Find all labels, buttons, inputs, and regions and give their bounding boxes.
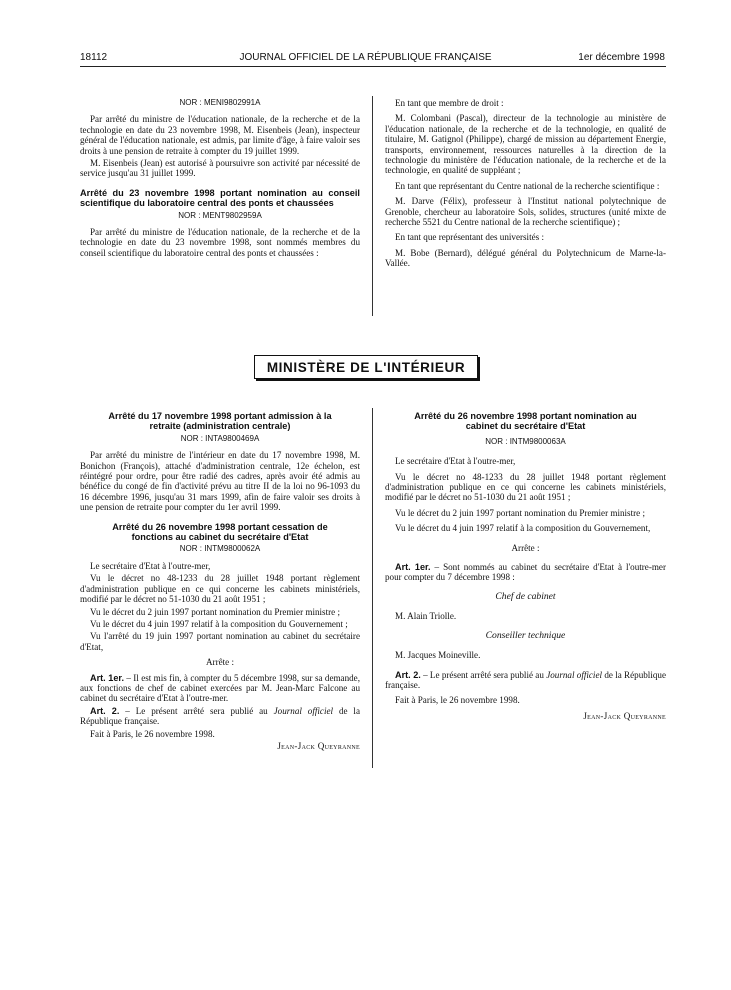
column-divider <box>372 408 373 768</box>
paragraph: Vu le décret no 48-1233 du 28 juillet 1948 portant règlement d'administration publique en ce qui concerne les cabinets ministériels, modifié par le décret no 51-1030 du 21 août 1951 ; <box>80 573 360 605</box>
person-name: M. Alain Triolle. <box>395 611 457 622</box>
lower-left-column <box>80 411 360 753</box>
paragraph: M. Darve (Félix), professeur à l'Institut national polytechnique de Grenoble, chercheur au laboratoire Sols, solides, structures (unité mixte de recherche 5521 du Centre national de la recherche scientifique) ; <box>385 196 666 228</box>
article-label: Art. 2. <box>395 669 421 680</box>
column-divider <box>372 96 373 316</box>
article-1: Art. 1er. – Il est mis fin, à compter du 5 décembre 1998, sur sa demande, aux fonctions de chef de cabinet exercées par M. Jean-Marc Falcone au cabinet du secrétaire d'Etat à l'outre-mer. <box>80 672 360 704</box>
nor-reference: NOR : INTM9800063A <box>485 436 566 446</box>
header-rule <box>80 66 666 67</box>
role-heading: Chef de cabinet <box>495 590 556 602</box>
article-2: Art. 2. – Le présent arrêté sera publié au Journal officiel de la République française. <box>385 669 666 690</box>
nor-reference: NOR : MENT9802959A <box>178 210 262 220</box>
decree-title: Arrêté du 26 novembre 1998 portant nomination au cabinet du secrétaire d'Etat <box>414 411 637 432</box>
nor-reference: NOR : INTM9800062A <box>179 544 261 554</box>
paragraph: M. Bobe (Bernard), délégué général du Polytechnicum de Marne-la-Vallée. <box>385 247 666 269</box>
paragraph: En tant que représentant des universités : <box>395 232 544 243</box>
paragraph: Le secrétaire d'Etat à l'outre-mer, <box>90 560 211 571</box>
paragraph: Vu le décret du 4 juin 1997 relatif à la composition du Gouvernement ; <box>90 618 348 629</box>
paragraph: Vu le décret du 4 juin 1997 relatif à la composition du Gouvernement, <box>395 523 651 534</box>
nor-reference: NOR : MENI9802991A <box>179 98 261 107</box>
paragraph: M. Eisenbeis (Jean) est autorisé à poursuivre son activité par nécessité de service jusqu'au 31 juillet 1999. <box>80 158 360 179</box>
article-2: Art. 2. – Le présent arrêté sera publié au Journal officiel de la République française. <box>80 705 360 727</box>
upper-left-column <box>80 98 360 260</box>
signature: Jean-Jack Queyranne <box>583 710 666 721</box>
upper-right-column <box>385 98 666 271</box>
place-date: Fait à Paris, le 26 novembre 1998. <box>395 695 520 706</box>
arrete-label: Arrête : <box>205 657 235 668</box>
journal-title: JOURNAL OFFICIEL DE LA RÉPUBLIQUE FRANÇAISE <box>239 52 492 63</box>
ministry-heading: MINISTÈRE DE L'INTÉRIEUR <box>254 355 478 379</box>
decree-title: Arrêté du 26 novembre 1998 portant cessation de fonctions au cabinet du secrétaire d'Etat <box>112 521 328 543</box>
paragraph: Vu l'arrêté du 19 juin 1997 portant nomination au cabinet du secrétaire d'Etat, <box>80 631 360 652</box>
nor-reference: NOR : INTA9800469A <box>180 433 260 443</box>
paragraph: Vu le décret du 2 juin 1997 portant nomination du Premier ministre ; <box>90 606 340 617</box>
place-date: Fait à Paris, le 26 novembre 1998. <box>90 728 215 739</box>
paragraph: Vu le décret du 2 juin 1997 portant nomination du Premier ministre ; <box>395 507 645 518</box>
paragraph: Par arrêté du ministre de l'éducation nationale, de la recherche et de la technologie en date du 23 novembre 1998, M. Eisenbeis (Jean), inspecteur général de l'éducation nationale, est admis, par limite d'âge, à faire valoir ses droits à une pension de retraite à compter du 19 juillet 1999. <box>80 114 360 156</box>
arrete-label: Arrête : <box>511 542 540 553</box>
role-heading: Conseiller technique <box>485 629 566 641</box>
signature: Jean-Jack Queyranne <box>277 740 360 751</box>
paragraph: M. Colombani (Pascal), directeur de la technologie au ministère de l'éducation nationale, de la recherche et de la technologie, en qualité de titulaire, M. Gatignol (Philippe), chargé de mission au département Energie, transports, environnement, ressources naturelles à la direction de la technologie du ministère de l'éducation nationale, de la recherche et de la technologie, en qualité de suppléant ; <box>385 113 666 176</box>
paragraph: En tant que représentant du Centre national de la recherche scientifique : <box>395 180 660 191</box>
decree-title: Arrêté du 17 novembre 1998 portant admission à la retraite (administration centrale) <box>108 411 332 432</box>
article-label: Art. 1er. <box>90 672 124 683</box>
lower-right-column <box>385 411 666 723</box>
decree-title: Arrêté du 23 novembre 1998 portant nomination au conseil scientifique du laboratoire central des ponts et chaussées <box>80 187 360 209</box>
paragraph: Le secrétaire d'Etat à l'outre-mer, <box>395 456 516 467</box>
paragraph: Par arrêté du ministre de l'intérieur en date du 17 novembre 1998, M. Bonichon (François), attaché d'administration centrale, 12e échelon, est réintégré pour ordre, pour être radié des cadres, après avoir été admis au bénéfice du congé de fin d'activité prévu au titre II de la loi no 96-1093 du 16 décembre 1996, jusqu'au 31 mars 1999, afin de faire valoir ses droits à une pension de retraite pour compter du 1er avril 1999. <box>80 450 360 513</box>
paragraph: Vu le décret no 48-1233 du 28 juillet 1948 portant règlement d'administration publique en ce qui concerne les cabinets ministériels, modifié par le décret no 51-1030 du 21 août 1951 ; <box>385 471 666 503</box>
person-name: M. Jacques Moineville. <box>395 650 481 661</box>
paragraph: En tant que membre de droit : <box>395 98 504 108</box>
article-1: Art. 1er. – Sont nommés au cabinet du secrétaire d'Etat à l'outre-mer pour compter du 7 décembre 1998 : <box>385 562 666 583</box>
issue-date: 1er décembre 1998 <box>578 52 665 63</box>
paragraph: Par arrêté du ministre de l'éducation nationale, de la recherche et de la technologie en date du 23 novembre 1998, sont nommés membres du conseil scientifique du laboratoire central des ponts et chaussées : <box>80 227 360 258</box>
page-number: 18112 <box>80 52 108 63</box>
article-label: Art. 1er. <box>395 562 431 573</box>
article-label: Art. 2. <box>90 705 120 716</box>
